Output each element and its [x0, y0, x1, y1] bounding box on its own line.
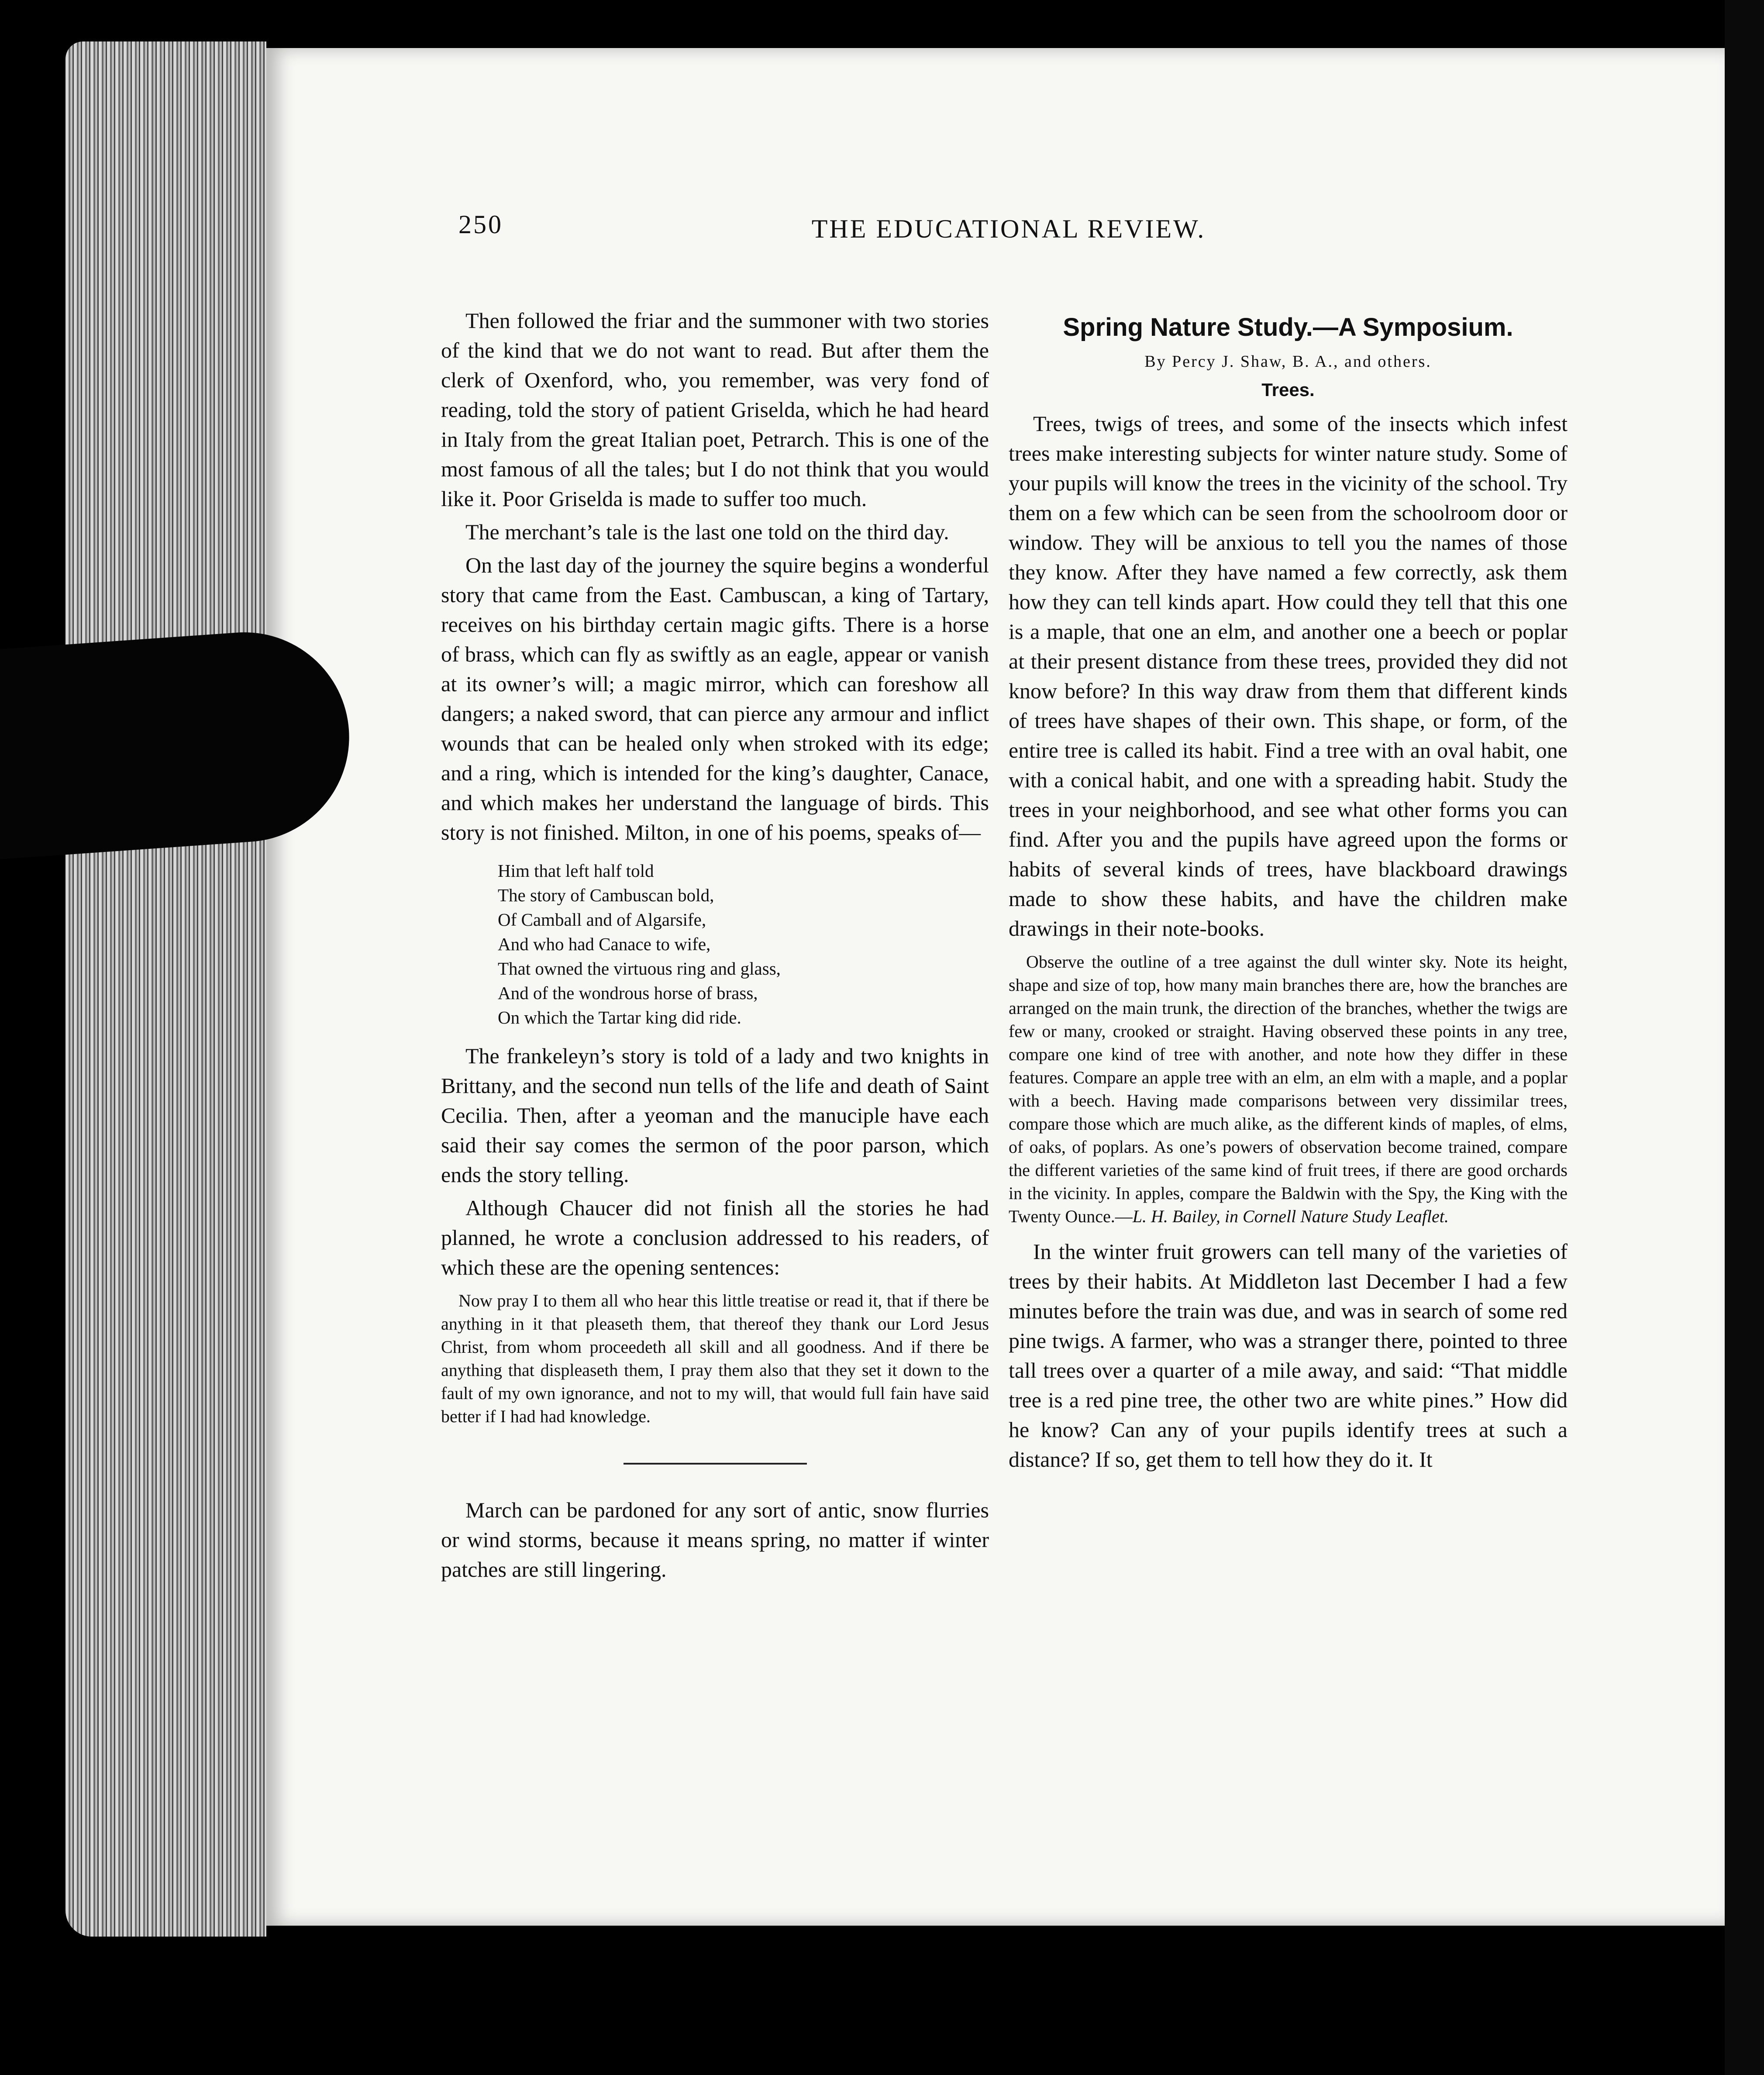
- page-header: [450, 210, 1568, 262]
- poem-line: On which the Tartar king did ride.: [498, 1007, 741, 1027]
- section-divider: [624, 1463, 807, 1465]
- paragraph: Then followed the friar and the summoner with two stories of the kind that we do not want to read. But after them the clerk of Oxenford, who, you remember, was very fond of reading, told the story of patient Griselda, which he had heard in Italy from the great Italian poet, Petrarch. This is one of the most famous of all the tales; but I do not think that you would like it. Poor Griselda is made to suffer too much.: [441, 308, 989, 511]
- poem-line: The story of Cambuscan bold,: [498, 885, 714, 905]
- paragraph: Trees, twigs of trees, and some of the insects which infest trees make interesting subjects for winter nature study. Some of your pupils will know the trees in the vicinity of the school. Try them on a few which can be seen from the schoolroom door or window. They will be anxious to tell you the names of those they know. After they have named a few correctly, ask them how they can tell kinds apart. How could they tell that this one is a maple, that one an elm, and another one a beech or poplar at their present distance from these trees, provided they did not know before? In this way draw from them that different kinds of trees have shapes of their own. This shape, or form, of the entire tree is called its habit. Find a tree with an oval habit, one with a conical habit, and one with a spreading habit. Study the trees in your neighborhood, and see what other forms you can find. After you and the pupils have agreed upon the forms or habits of several kinds of trees, have blackboard drawings made to show these habits, and have the children make drawings in their note-books.: [1009, 411, 1568, 941]
- left-column: [441, 306, 989, 1588]
- section-heading: Trees.: [1261, 379, 1315, 400]
- paragraph: On the last day of the journey the squire begins a wonderful story that came from the East. Cambuscan, a king of Tartary, receives on his birthday certain magic gifts. There is a horse of brass, which can fly as swiftly as an eagle, appear or vanish at its owner’s will; a magic mirror, which can foreshow all dangers; a naked sword, that can pierce any armour and inflict wounds that can be healed only when stroked with its edge; and a ring, which is intended for the king’s daughter, Canace, and which makes her understand the language of birds. This story is not finished. Milton, in one of his poems, speaks of—: [441, 553, 989, 844]
- article-title: Spring Nature Study.—A Symposium.: [1063, 313, 1513, 341]
- march-note: March can be pardoned for any sort of antic, snow flurries or wind storms, because it means spring, no matter if winter patches are still lingering.: [441, 1498, 989, 1582]
- poem-quotation: [498, 858, 989, 1030]
- quotation-text: Observe the outline of a tree against the dull winter sky. Note its height, shape and size of top, how many main branches there are, how the branches are arranged on the main trunk, the direction of the branches, whether the twigs are few or many, crooked or straight. Having observed these points in any tree, compare one kind of tree with another, and note how they differ in these features. Compare an apple tree with an elm, an elm with a maple, and a poplar with a beech. Having made comparisons between very dissimilar trees, compare those which are much alike, as the different kinds of maples, of elms, of oaks, of poplars. As one’s powers of observation become trained, compare the different varieties of the same kind of fruit trees, if there are good orchards in the vicinity. In apples, compare the Baldwin with the Spy, the King with the Twenty Ounce.—: [1009, 952, 1568, 1226]
- page-gutter-shadow: [1725, 0, 1764, 2075]
- journal-title: THE EDUCATIONAL REVIEW.: [811, 214, 1206, 243]
- poem-line: That owned the virtuous ring and glass,: [498, 958, 781, 979]
- poem-line: Him that left half told: [498, 861, 654, 881]
- chaucer-quotation: Now pray I to them all who hear this little treatise or read it, that if there be anything in it that pleaseth them, that thereof they thank our Lord Jesus Christ, from whom proceedeth all skill and all goodness. And if there be anything that displeaseth them, I pray them also that they set it down to the fault of my own ignorance, and not to my will, that would full fain have said better if I had had knowledge.: [441, 1291, 989, 1426]
- page-number: 250: [458, 210, 503, 239]
- quotation-citation: L. H. Bailey, in Cornell Nature Study Leaflet.: [1132, 1206, 1449, 1226]
- article-byline: By Percy J. Shaw, B. A., and others.: [1144, 352, 1432, 371]
- paragraph: Although Chaucer did not finish all the stories he had planned, he wrote a conclusion addressed to his readers, of which these are the opening sentences:: [441, 1196, 989, 1279]
- paragraph: In the winter fruit growers can tell many of the varieties of trees by their habits. At Middleton last December I had a few minutes before the train was due, and was in search of some red pine twigs. A farmer, who was a stranger there, pointed to three tall trees over a quarter of a mile away, and said: “That middle tree is a red pine tree, the other two are white pines.” How did he know? Can any of your pupils identify trees at such a distance? If so, get them to tell how they do it. It: [1009, 1239, 1568, 1472]
- paragraph: The merchant’s tale is the last one told on the third day.: [465, 520, 949, 544]
- poem-line: And of the wondrous horse of brass,: [498, 983, 758, 1003]
- poem-line: Of Camball and of Algarsife,: [498, 910, 706, 930]
- book-page-edges: [65, 41, 266, 1937]
- bailey-quotation: [1009, 950, 1568, 1228]
- book-page: [266, 48, 1725, 1926]
- right-column: [1009, 306, 1568, 1478]
- poem-line: And who had Canace to wife,: [498, 934, 711, 954]
- paragraph: The frankeleyn’s story is told of a lady and two knights in Brittany, and the second nun tells of the life and death of Saint Cecilia. Then, after a yeoman and the manuciple have each said their say comes the sermon of the poor parson, which ends the story telling.: [441, 1044, 989, 1187]
